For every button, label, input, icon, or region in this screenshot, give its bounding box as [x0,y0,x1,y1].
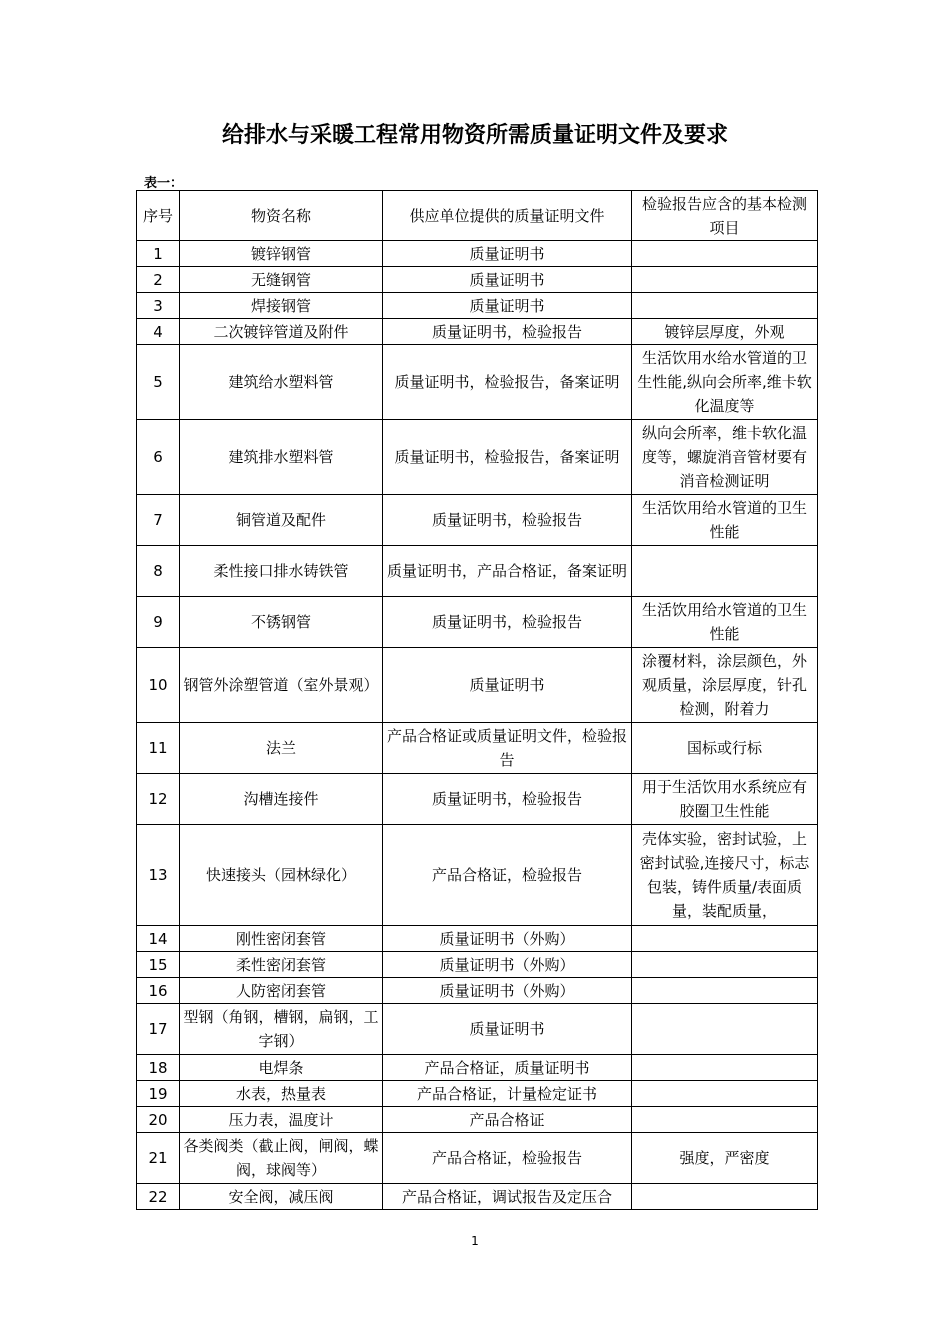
cell-name: 二次镀锌管道及附件 [180,319,383,345]
cell-docs: 质量证明书，检验报告 [383,495,632,546]
cell-no: 13 [137,825,180,926]
cell-docs: 质量证明书 [383,293,632,319]
table-row [137,1081,818,1107]
cell-docs: 质量证明书，检验报告，备案证明 [383,420,632,495]
cell-docs: 产品合格证，调试报告及定压合 [383,1184,632,1210]
table-row [137,1055,818,1081]
header-cell-no: 序号 [137,191,180,241]
table-row [137,267,818,293]
table-label: 表一： [144,176,184,191]
table-row [137,952,818,978]
cell-items [632,926,818,952]
table-row [137,1133,818,1184]
cell-docs: 质量证明书 [383,1004,632,1055]
cell-name: 水表，热量表 [180,1081,383,1107]
cell-no: 6 [137,420,180,495]
table-row [137,825,818,926]
cell-items [632,1081,818,1107]
cell-no: 12 [137,774,180,825]
cell-items [632,1004,818,1055]
cell-name: 焊接钢管 [180,293,383,319]
cell-items [632,267,818,293]
cell-no: 7 [137,495,180,546]
cell-items [632,1184,818,1210]
table-row [137,495,818,546]
table-row [137,420,818,495]
cell-docs: 质量证明书，检验报告，备案证明 [383,345,632,420]
cell-no: 18 [137,1055,180,1081]
cell-items [632,952,818,978]
cell-no: 9 [137,597,180,648]
cell-no: 16 [137,978,180,1004]
cell-name: 安全阀，减压阀 [180,1184,383,1210]
table-row [137,723,818,774]
header-cell-items: 检验报告应含的基本检测项目 [632,191,818,241]
table-row [137,926,818,952]
table-row [137,241,818,267]
cell-no: 11 [137,723,180,774]
cell-name: 钢管外涂塑管道（室外景观） [180,648,383,723]
header-cell-name: 物资名称 [180,191,383,241]
table-row [137,978,818,1004]
cell-no: 3 [137,293,180,319]
header-row [137,191,818,241]
cell-no: 15 [137,952,180,978]
cell-docs: 质量证明书（外购） [383,926,632,952]
cell-items: 镀锌层厚度，外观 [632,319,818,345]
cell-items: 强度，严密度 [632,1133,818,1184]
cell-name: 镀锌钢管 [180,241,383,267]
document-title: 给排水与采暖工程常用物资所需质量证明文件及要求 [221,123,728,148]
cell-docs: 产品合格证 [383,1107,632,1133]
cell-items: 用于生活饮用水系统应有胶圈卫生性能 [632,774,818,825]
cell-name: 法兰 [180,723,383,774]
cell-docs: 产品合格证，计量检定证书 [383,1081,632,1107]
cell-docs: 质量证明书，检验报告 [383,319,632,345]
table-row [137,1184,818,1210]
table-row [137,293,818,319]
cell-docs: 质量证明书，产品合格证，备案证明 [383,546,632,597]
cell-name: 沟槽连接件 [180,774,383,825]
cell-no: 2 [137,267,180,293]
table-row [137,648,818,723]
cell-name: 不锈钢管 [180,597,383,648]
cell-no: 21 [137,1133,180,1184]
cell-docs: 产品合格证或质量证明文件，检验报告 [383,723,632,774]
cell-no: 1 [137,241,180,267]
cell-no: 10 [137,648,180,723]
table-row [137,1004,818,1055]
cell-name: 各类阀类（截止阀，闸阀，蝶阀，球阀等） [180,1133,383,1184]
table-row [137,774,818,825]
table-row [137,546,818,597]
cell-name: 建筑排水塑料管 [180,420,383,495]
table-row [137,345,818,420]
cell-name: 电焊条 [180,1055,383,1081]
cell-items: 生活饮用水给水管道的卫生性能,纵向会所率,维卡软化温度等 [632,345,818,420]
cell-docs: 质量证明书 [383,648,632,723]
cell-items [632,293,818,319]
cell-no: 14 [137,926,180,952]
cell-items: 涂覆材料，涂层颜色，外观质量，涂层厚度，针孔检测，附着力 [632,648,818,723]
cell-docs: 产品合格证，质量证明书 [383,1055,632,1081]
cell-docs: 质量证明书 [383,241,632,267]
cell-items: 生活饮用给水管道的卫生性能 [632,597,818,648]
table-row [137,597,818,648]
cell-items [632,1107,818,1133]
cell-no: 22 [137,1184,180,1210]
materials-table [136,190,818,1210]
cell-docs: 产品合格证，检验报告 [383,825,632,926]
cell-items [632,241,818,267]
cell-no: 5 [137,345,180,420]
cell-docs: 质量证明书（外购） [383,978,632,1004]
cell-items: 壳体实验，密封试验，上密封试验,连接尺寸，标志包装，铸件质量/表面质量，装配质量， [632,825,818,926]
cell-docs: 质量证明书 [383,267,632,293]
cell-no: 4 [137,319,180,345]
cell-items [632,546,818,597]
table-row [137,319,818,345]
cell-name: 铜管道及配件 [180,495,383,546]
cell-no: 8 [137,546,180,597]
cell-items: 国标或行标 [632,723,818,774]
cell-name: 柔性接口排水铸铁管 [180,546,383,597]
table-row [137,1107,818,1133]
cell-items [632,978,818,1004]
cell-items: 生活饮用给水管道的卫生性能 [632,495,818,546]
cell-name: 型钢（角钢，槽钢，扁钢，工字钢） [180,1004,383,1055]
cell-name: 压力表，温度计 [180,1107,383,1133]
cell-name: 快速接头（园林绿化） [180,825,383,926]
cell-docs: 质量证明书，检验报告 [383,774,632,825]
cell-name: 刚性密闭套管 [180,926,383,952]
header-cell-docs: 供应单位提供的质量证明文件 [383,191,632,241]
cell-name: 人防密闭套管 [180,978,383,1004]
cell-no: 19 [137,1081,180,1107]
cell-name: 建筑给水塑料管 [180,345,383,420]
cell-items [632,1055,818,1081]
cell-name: 无缝钢管 [180,267,383,293]
cell-docs: 质量证明书（外购） [383,952,632,978]
cell-no: 20 [137,1107,180,1133]
cell-docs: 产品合格证，检验报告 [383,1133,632,1184]
cell-name: 柔性密闭套管 [180,952,383,978]
cell-docs: 质量证明书，检验报告 [383,597,632,648]
page-number: 1 [471,1234,479,1248]
cell-items: 纵向会所率，维卡软化温度等，螺旋消音管材要有消音检测证明 [632,420,818,495]
cell-no: 17 [137,1004,180,1055]
